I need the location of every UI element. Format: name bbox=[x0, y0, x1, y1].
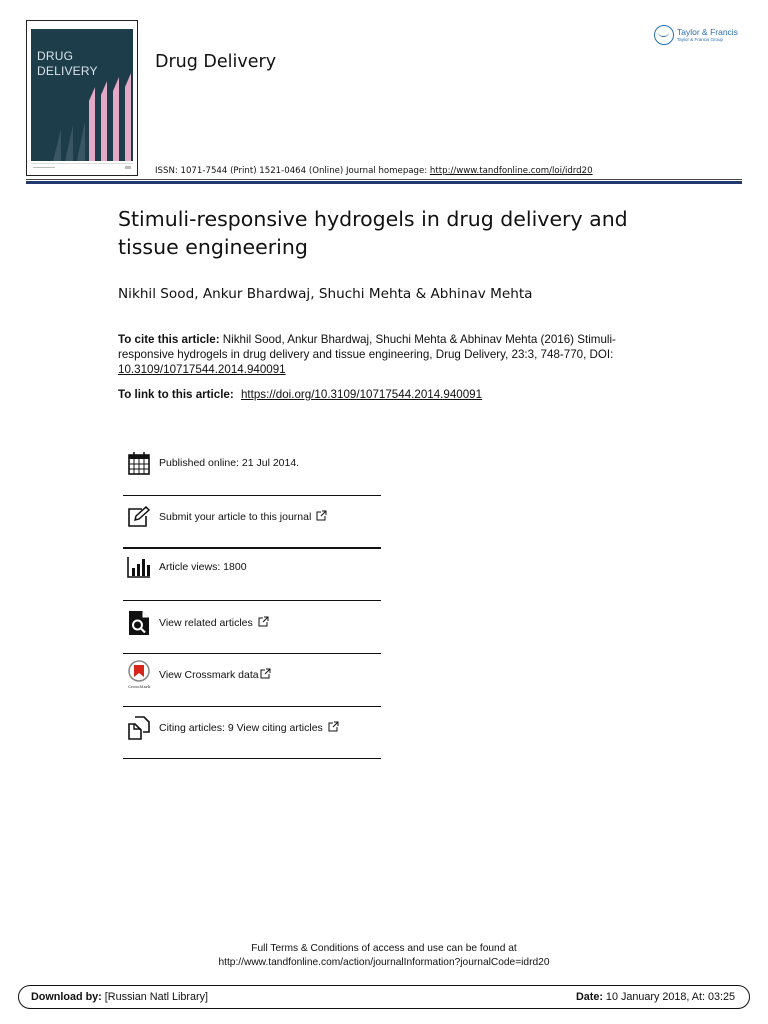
download-info-bar bbox=[18, 985, 750, 1009]
terms-notice bbox=[0, 942, 768, 970]
crossmark-link[interactable] bbox=[123, 660, 381, 690]
cover-title-line1: DRUG bbox=[37, 49, 74, 63]
cover-artwork bbox=[31, 29, 133, 161]
citation-block bbox=[118, 332, 648, 377]
terms-line1: Full Terms & Conditions of access and use can be found at bbox=[251, 943, 517, 954]
journal-cover bbox=[26, 20, 138, 176]
publisher-name: Taylor & Francis bbox=[677, 27, 738, 37]
metrics-divider bbox=[123, 758, 381, 759]
download-date-value: 10 January 2018, At: 03:25 bbox=[602, 991, 735, 1003]
issn-line bbox=[155, 166, 593, 176]
download-by-value: [Russian Natl Library] bbox=[101, 991, 208, 1003]
article-title: Stimuli-responsive hydrogels in drug delivery and tissue engineering bbox=[118, 207, 628, 259]
related-articles-link[interactable] bbox=[123, 608, 381, 638]
document-search-icon bbox=[126, 610, 152, 636]
metrics-divider bbox=[123, 547, 381, 549]
publisher-subtitle: Taylor & Francis Group bbox=[677, 36, 724, 42]
issn-text: ISSN: 1071-7544 (Print) 1521-0464 (Online) Journal homepage: bbox=[155, 166, 430, 176]
crossmark-text: View Crossmark data bbox=[159, 669, 259, 681]
cite-text: Nikhil Sood, Ankur Bhardwaj, Shuchi Mehta & Abhinav Mehta (2016) Stimuli-responsive hydrogels in drug delivery and tissue engineering, Drug Delivery, 23:3, 748-770, DOI: bbox=[118, 333, 616, 361]
terms-url-link[interactable]: http://www.tandfonline.com/action/journalInformation?journalCode=idrd20 bbox=[218, 957, 550, 968]
download-by bbox=[31, 991, 208, 1003]
download-date bbox=[576, 991, 735, 1003]
metrics-divider bbox=[123, 495, 381, 496]
taylor-francis-logo-icon bbox=[654, 25, 674, 45]
external-link-icon bbox=[316, 510, 327, 524]
download-by-label: Download by: bbox=[31, 991, 102, 1003]
related-articles-text: View related articles bbox=[159, 617, 253, 629]
cite-label: To cite this article: bbox=[118, 333, 220, 346]
cover-title-line2: DELIVERY bbox=[37, 64, 98, 78]
cover-footer bbox=[31, 163, 133, 172]
metrics-divider bbox=[123, 600, 381, 601]
external-link-icon bbox=[260, 668, 271, 682]
external-link-icon bbox=[258, 616, 269, 630]
bar-chart-icon bbox=[126, 554, 152, 580]
download-date-label: Date: bbox=[575, 991, 603, 1003]
article-authors: Nikhil Sood, Ankur Bhardwaj, Shuchi Mehta & Abhinav Mehta bbox=[118, 286, 533, 302]
header-rule-thin bbox=[26, 179, 742, 180]
metrics-divider bbox=[123, 653, 381, 654]
citing-articles-text: Citing articles: 9 View citing articles bbox=[159, 722, 323, 734]
citing-articles-link[interactable] bbox=[123, 713, 381, 743]
submit-article-link[interactable] bbox=[123, 503, 381, 531]
submit-article-text: Submit your article to this journal bbox=[159, 511, 312, 523]
published-online-text: Published online: 21 Jul 2014. bbox=[159, 457, 300, 469]
metrics-divider bbox=[123, 706, 381, 707]
edit-icon bbox=[126, 504, 152, 530]
cover-stripes-graphic bbox=[31, 29, 133, 161]
header-rule-thick bbox=[26, 181, 742, 184]
cite-doi-link[interactable]: 10.3109/10717544.2014.940091 bbox=[118, 363, 286, 376]
crossmark-logo-label: CrossMark bbox=[128, 684, 151, 689]
article-link-line bbox=[118, 388, 482, 401]
published-online-row bbox=[123, 449, 381, 477]
journal-name: Drug Delivery bbox=[155, 52, 277, 72]
article-views-row bbox=[123, 553, 381, 581]
article-doi-url-link[interactable]: https://doi.org/10.3109/10717544.2014.940091 bbox=[240, 388, 483, 401]
publisher-logo[interactable] bbox=[654, 22, 738, 48]
article-views-text: Article views: 1800 bbox=[159, 561, 247, 573]
link-label: To link to this article: bbox=[118, 388, 234, 401]
citing-articles-icon bbox=[126, 715, 152, 741]
journal-homepage-link[interactable]: http://www.tandfonline.com/loi/idrd20 bbox=[429, 166, 593, 176]
external-link-icon bbox=[328, 721, 339, 735]
calendar-icon bbox=[126, 450, 152, 476]
